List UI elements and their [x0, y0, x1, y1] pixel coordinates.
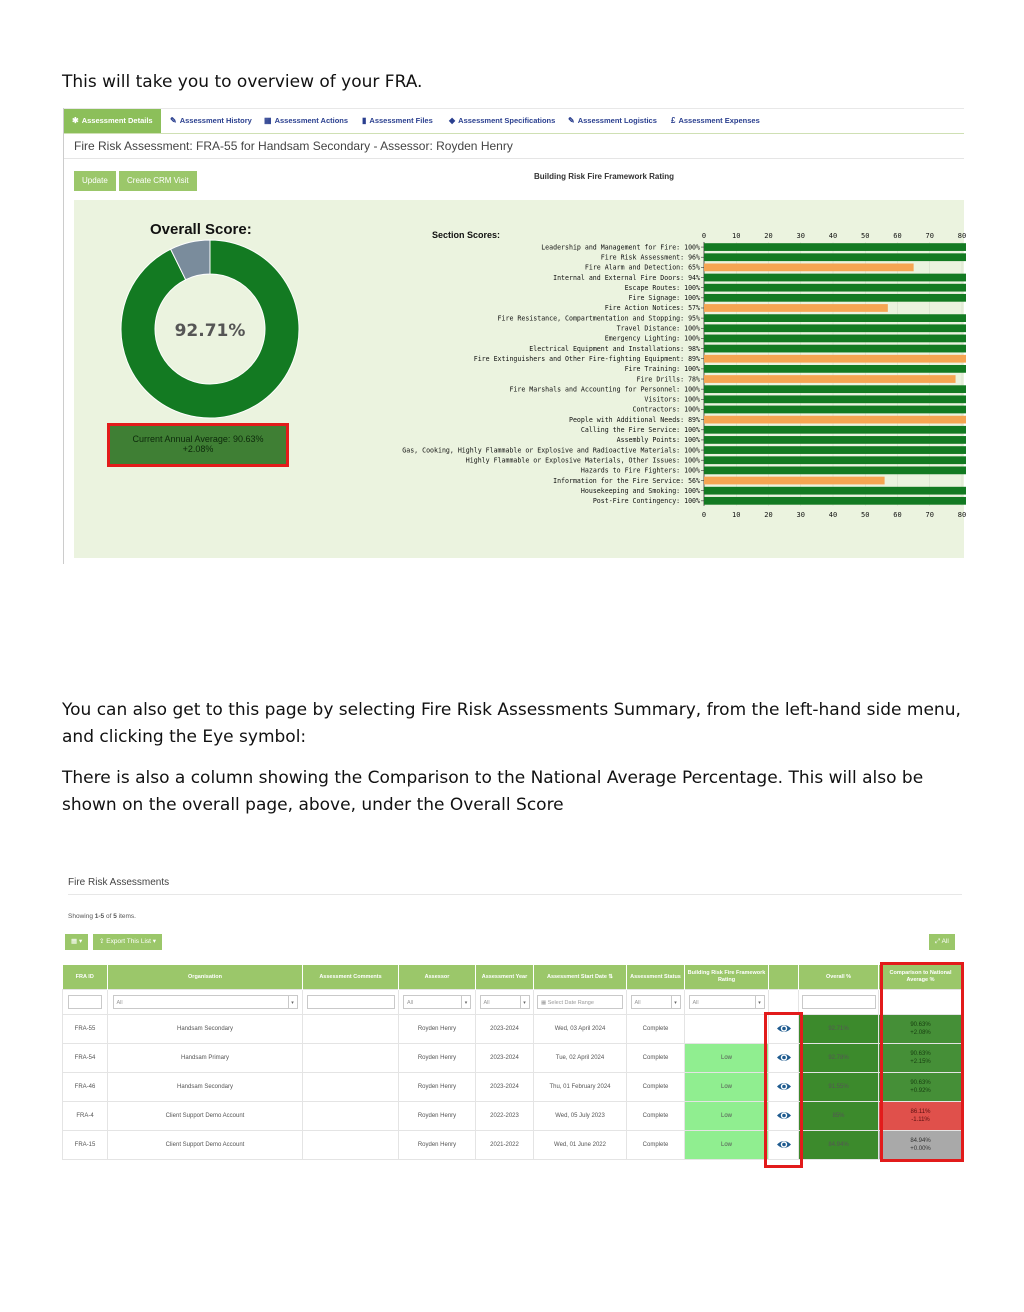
cell-status: Complete	[627, 1131, 685, 1160]
cell-year: 2021-2022	[476, 1131, 534, 1160]
cell-assessor: Royden Henry	[399, 1131, 476, 1160]
filter-fra-id[interactable]	[68, 995, 102, 1009]
bar-label: Fire Risk Assessment: 96%	[600, 253, 700, 262]
bar	[704, 355, 966, 363]
cell-year: 2022-2023	[476, 1102, 534, 1131]
col-assessor[interactable]: Assessor	[399, 965, 476, 990]
bar	[704, 497, 966, 505]
bar-label: Highly Flammable or Explosive Materials, Other Issues: 100%	[465, 456, 700, 465]
bar-label: Fire Alarm and Detection: 65%	[584, 263, 700, 272]
cell-status: Complete	[627, 1102, 685, 1131]
bar	[704, 264, 914, 272]
table-row	[63, 1044, 963, 1073]
cell-year: 2023-2024	[476, 1015, 534, 1044]
cell-fra-id: FRA-15	[63, 1131, 108, 1160]
fra-title: Fire Risk Assessment: FRA-55 for Handsam Secondary - Assessor: Royden Henry	[74, 139, 513, 153]
wrench-icon: ✎	[568, 116, 575, 125]
x-tick-bottom: 70	[925, 510, 934, 519]
cell-fra-id: FRA-55	[63, 1015, 108, 1044]
bar-label: Post-Fire Contingency: 100%	[592, 497, 700, 506]
columns-toggle-button[interactable]	[65, 934, 88, 950]
tags-icon: ◆	[449, 116, 456, 125]
x-tick-top: 30	[796, 232, 805, 240]
bar	[704, 416, 966, 424]
col-assessment-start-date[interactable]: Assessment Start Date ⇅	[534, 965, 627, 990]
tab-assessment-history[interactable]: ✎ Assessment History	[170, 116, 252, 125]
cell-comments	[303, 1073, 399, 1102]
cell-comparison: 90.63% +2.08%	[879, 1015, 963, 1044]
comparison-column-highlight	[880, 962, 964, 1162]
bar	[704, 304, 888, 312]
bar-label: Fire Signage: 100%	[628, 294, 700, 303]
x-tick-bottom: 0	[701, 510, 707, 519]
chevron-down-icon: ▾	[461, 996, 470, 1008]
cell-year: 2023-2024	[476, 1044, 534, 1073]
header-row	[63, 965, 963, 990]
cell-overall: 92.78%	[799, 1044, 879, 1073]
cell-organisation: Client Support Demo Account	[108, 1131, 303, 1160]
cell-comparison: 84.94% +0.00%	[879, 1131, 963, 1160]
cell-rating: Low	[685, 1102, 769, 1131]
show-all-button[interactable]: ⤢ All	[929, 934, 955, 950]
table-row	[63, 1073, 963, 1102]
bar-label: Internal and External Fire Doors: 94%	[553, 273, 700, 282]
bar-label: Electrical Equipment and Installations: 98%	[529, 344, 700, 353]
table-row	[63, 1015, 963, 1044]
bar	[704, 436, 966, 444]
x-tick-bottom: 40	[828, 510, 838, 519]
expand-icon: ⤢	[935, 938, 942, 945]
cell-organisation: Handsam Secondary	[108, 1073, 303, 1102]
bar	[704, 314, 966, 322]
cell-assessor: Royden Henry	[399, 1044, 476, 1073]
cell-comparison: 90.63% +2.15%	[879, 1044, 963, 1073]
cell-fra-id: FRA-54	[63, 1044, 108, 1073]
bar-label: Gas, Cooking, Highly Flammable or Explosive and Radioactive Materials: 100%	[402, 446, 700, 455]
bar	[704, 456, 966, 464]
x-tick-top: 70	[925, 232, 934, 240]
update-button[interactable]: Update	[74, 171, 116, 191]
filter-rating[interactable]: All ▾	[689, 995, 765, 1009]
col-assessment-year[interactable]: Assessment Year	[476, 965, 534, 990]
x-tick-bottom: 50	[861, 510, 870, 519]
bar-label: Emergency Lighting: 100%	[604, 334, 700, 343]
cell-start-date: Tue, 02 April 2024	[534, 1044, 627, 1073]
tab-assessment-actions[interactable]: ▦ Assessment Actions	[264, 116, 349, 125]
bar	[704, 426, 966, 434]
bar	[704, 345, 966, 353]
bar-label: Information for the Fire Service: 56%	[553, 476, 700, 485]
bar	[704, 477, 885, 485]
filter-start-date[interactable]: ▦ Select Date Range	[537, 995, 623, 1009]
tab-assessment-details[interactable]: ✱ Assessment Details	[64, 109, 161, 133]
cell-overall: 85%	[799, 1102, 879, 1131]
page-title: Fire Risk Assessments	[68, 877, 170, 888]
x-tick-top: 0	[701, 232, 707, 240]
section-scores-label: Section Scores:	[432, 230, 501, 240]
cell-comments	[303, 1015, 399, 1044]
cell-year: 2023-2024	[476, 1073, 534, 1102]
building-risk-heading: Building Risk Fire Framework Rating	[534, 172, 675, 181]
x-tick-bottom: 60	[893, 510, 902, 519]
bar	[704, 284, 966, 292]
cell-fra-id: FRA-4	[63, 1102, 108, 1131]
eye-column-highlight	[764, 1012, 803, 1168]
x-tick-top: 10	[732, 232, 741, 240]
bar	[704, 467, 966, 475]
cell-organisation: Handsam Primary	[108, 1044, 303, 1073]
chevron-down-icon: ▾	[520, 996, 529, 1008]
fra-list-screenshot	[62, 868, 964, 1168]
x-tick-top: 60	[893, 232, 902, 240]
bar-label: Hazards to Fire Fighters: 100%	[580, 466, 700, 475]
chevron-down-icon: ▾	[671, 996, 680, 1008]
chevron-down-icon: ▾	[755, 996, 764, 1008]
x-tick-bottom: 20	[764, 510, 773, 519]
col-assessment-comments[interactable]: Assessment Comments	[303, 965, 399, 990]
instruction-text-1: You can also get to this page by selecting Fire Risk Assessments Summary, from the left-hand side menu, and clicking the Eye symbol:	[62, 700, 961, 747]
file-icon: ▮	[362, 116, 367, 125]
bar	[704, 324, 966, 332]
x-tick-top: 20	[764, 232, 773, 240]
cell-comparison: 86.11% -1.11%	[879, 1102, 963, 1131]
tab-assessment-expenses[interactable]: £ Assessment Expenses	[671, 116, 760, 125]
table-icon: ▦	[264, 116, 272, 125]
overall-score-label: Overall Score:	[150, 221, 252, 238]
bar-label: Housekeeping and Smoking: 100%	[580, 486, 700, 495]
current-annual-average	[107, 423, 289, 467]
fra-overview-screenshot	[63, 108, 967, 564]
cell-overall: 92.71%	[799, 1015, 879, 1044]
tab-assessment-logistics[interactable]: ✎ Assessment Logistics	[568, 116, 657, 125]
bar	[704, 385, 966, 393]
x-tick-top: 50	[861, 232, 870, 240]
chevron-down-icon: ▾	[288, 996, 297, 1008]
bar-label: Fire Drills: 78%	[636, 375, 700, 384]
filter-organisation[interactable]: All ▾	[113, 995, 298, 1009]
bar-label: Fire Action Notices: 57%	[604, 304, 700, 313]
bar	[704, 335, 966, 343]
export-icon: ⇪	[99, 938, 107, 945]
bar	[704, 253, 966, 261]
grid-icon: ▦ ▾	[71, 938, 83, 945]
col-assessment-status[interactable]: Assessment Status	[627, 965, 685, 990]
intro-text: This will take you to overview of your FRA.	[62, 72, 423, 92]
bar-label: Fire Marshals and Accounting for Personnel: 100%	[509, 385, 700, 394]
col-view	[769, 965, 799, 990]
cell-rating	[685, 1015, 769, 1044]
bar-label: Leadership and Management for Fire: 100%	[541, 243, 700, 252]
cell-start-date: Thu, 01 February 2024	[534, 1073, 627, 1102]
pound-icon: £	[671, 116, 676, 125]
bar-label: Visitors: 100%	[644, 395, 700, 404]
pencil-icon: ✎	[170, 116, 177, 125]
showing-count: Showing 1-5 of 5 items.	[68, 913, 136, 920]
col-overall[interactable]: Overall %	[799, 965, 879, 990]
bar-label: Fire Extinguishers and Other Fire-fighting Equipment: 89%	[473, 354, 700, 363]
cell-start-date: Wed, 03 April 2024	[534, 1015, 627, 1044]
x-tick-top: 40	[828, 232, 838, 240]
cell-start-date: Wed, 05 July 2023	[534, 1102, 627, 1131]
table-row	[63, 1131, 963, 1160]
bar-label: Contractors: 100%	[632, 405, 700, 414]
annual-average-label: Current Annual Average:	[132, 434, 231, 444]
filter-year[interactable]: All ▾	[480, 995, 530, 1009]
bar-label: Fire Training: 100%	[624, 365, 700, 374]
create-crm-visit-button[interactable]: Create CRM Visit	[119, 171, 197, 191]
cell-organisation: Handsam Secondary	[108, 1015, 303, 1044]
bar-label: People with Additional Needs: 89%	[568, 415, 700, 424]
filter-assessor[interactable]: All ▾	[403, 995, 471, 1009]
bar	[704, 395, 966, 403]
col-fra-id[interactable]: FRA ID	[63, 965, 108, 990]
x-tick-bottom: 30	[796, 510, 805, 519]
bar-label: Travel Distance: 100%	[616, 324, 700, 333]
tab-bar	[64, 108, 964, 134]
overall-score-donut	[120, 239, 300, 419]
bar	[704, 446, 966, 454]
bar	[704, 243, 966, 251]
bar-label: Fire Resistance, Compartmentation and Stopping: 95%	[497, 314, 700, 323]
cell-organisation: Client Support Demo Account	[108, 1102, 303, 1131]
cell-status: Complete	[627, 1044, 685, 1073]
cell-overall: 84.94%	[799, 1131, 879, 1160]
cell-fra-id: FRA-46	[63, 1073, 108, 1102]
annual-average-value: 90.63%	[232, 434, 264, 444]
cell-rating: Low	[685, 1073, 769, 1102]
cell-comments	[303, 1044, 399, 1073]
cell-comparison: 90.63% +0.92%	[879, 1073, 963, 1102]
cell-assessor: Royden Henry	[399, 1102, 476, 1131]
tab-assessment-specifications[interactable]: ◆ Assessment Specifications	[449, 116, 556, 125]
col-comparison[interactable]: Comparison to National Average %	[879, 965, 963, 990]
filter-overall[interactable]	[802, 995, 876, 1009]
section-scores-chart	[402, 228, 967, 528]
cell-start-date: Wed, 01 June 2022	[534, 1131, 627, 1160]
filter-row	[63, 990, 963, 1015]
x-tick-bottom: 10	[732, 510, 741, 519]
table-row	[63, 1102, 963, 1131]
divider	[64, 158, 964, 159]
filter-comments[interactable]	[307, 995, 395, 1009]
cell-rating: Low	[685, 1044, 769, 1073]
col-organisation[interactable]: Organisation	[108, 965, 303, 990]
bar-label: Calling the Fire Service: 100%	[580, 426, 700, 435]
export-list-button[interactable]: ⇪ Export This List ▾	[93, 934, 162, 950]
cell-assessor: Royden Henry	[399, 1015, 476, 1044]
instruction-text-2: There is also a column showing the Comparison to the National Average Percentage. This will also be shown on the overall page, above, under the Overall Score	[62, 768, 924, 815]
bar-label: Escape Routes: 100%	[624, 283, 700, 292]
bar	[704, 375, 956, 383]
bar	[704, 365, 966, 373]
bar	[704, 487, 966, 495]
filter-status[interactable]: All ▾	[631, 995, 681, 1009]
cell-comments	[303, 1131, 399, 1160]
cell-overall: 91.55%	[799, 1073, 879, 1102]
annual-average-change: +2.08%	[182, 444, 214, 454]
tab-assessment-files[interactable]: ▮ Assessment Files	[362, 116, 433, 125]
bar	[704, 274, 966, 282]
x-tick-top: 80	[957, 232, 967, 240]
bar-label: Assembly Points: 100%	[616, 436, 700, 445]
overall-score-value: 92.71%	[174, 321, 246, 341]
divider	[68, 894, 962, 895]
col-building-risk-rating[interactable]: Building Risk Fire Framework Rating	[685, 965, 769, 990]
x-tick-bottom: 80	[957, 510, 967, 519]
cell-comments	[303, 1102, 399, 1131]
bar	[704, 294, 966, 302]
bar	[704, 406, 966, 414]
sort-icon: ⇅	[608, 973, 614, 980]
fra-table	[62, 965, 963, 1160]
info-icon: ✱	[72, 116, 79, 125]
cell-status: Complete	[627, 1015, 685, 1044]
cell-assessor: Royden Henry	[399, 1073, 476, 1102]
cell-rating: Low	[685, 1131, 769, 1160]
cell-status: Complete	[627, 1073, 685, 1102]
calendar-icon: ▦	[541, 1000, 548, 1006]
